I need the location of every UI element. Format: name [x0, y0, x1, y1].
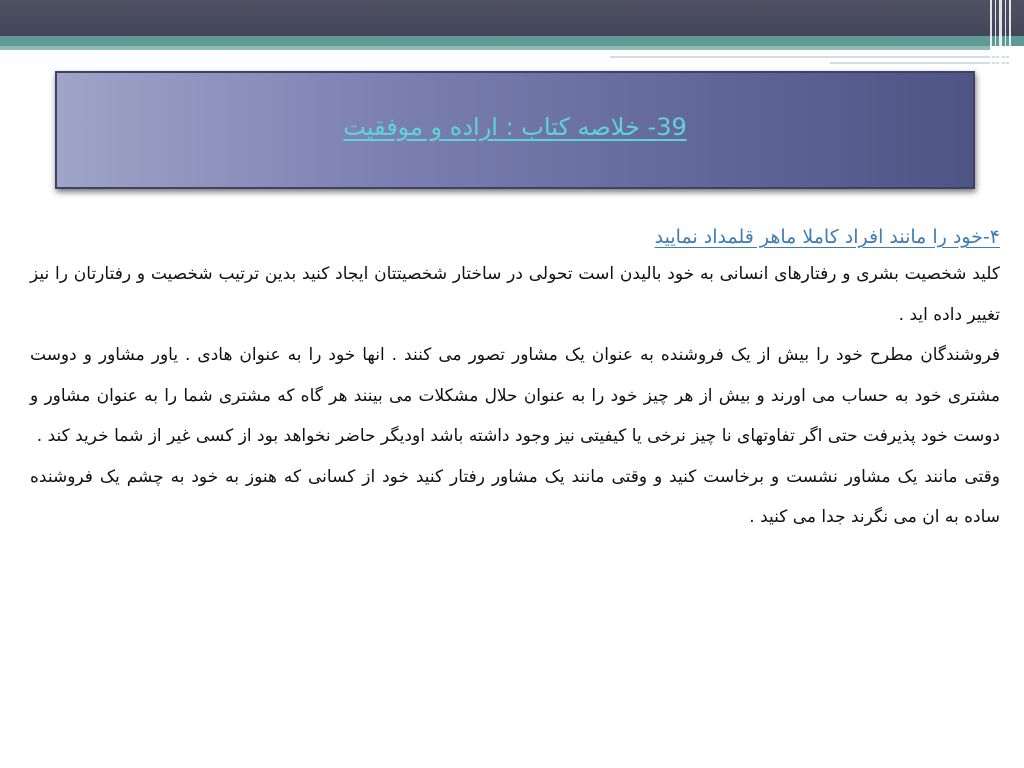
decorative-rule	[830, 62, 1010, 64]
teal-thin-band	[0, 46, 990, 50]
slide-body	[30, 222, 1000, 538]
section-heading-link[interactable]: ۴-خود را مانند افراد کاملا ماهر قلمداد نمایید	[654, 226, 1000, 248]
top-decorative-band	[0, 0, 1024, 36]
title-banner	[55, 71, 975, 189]
paragraph-1: کلید شخصیت بشری و رفتارهای انسانی به خود بالیدن است تحولی در ساختار شخصیتتان ایجاد کنید بدین ترتیب شخصیت و رفتارتان را نیز تغییر داده اید .	[30, 264, 1000, 325]
decorative-rule	[610, 56, 1010, 58]
decorative-vertical-lines	[988, 0, 1018, 70]
slide-title[interactable]: 39- خلاصه کتاب : اراده و موفقیت	[343, 113, 687, 141]
teal-decorative-band	[0, 36, 1024, 46]
paragraph-3: وقتی مانند یک مشاور نشست و برخاست کنید و وقتی مانند یک مشاور رفتار کنید خود از کسانی که هنوز به خود به چشم یک فروشنده ساده به ان می نگرند جدا می کنید .	[30, 466, 1000, 527]
paragraph-2: فروشندگان مطرح خود را بیش از یک فروشنده به عنوان یک مشاور تصور می کنند . انها خود را به عنوان هادی . یاور مشاور و دوست مشتری خود به حساب می اورند و بیش از هر چیز خود را به عنوان حلال مشکلات می بینند هر گاه که مشتری شما را به عنوان مشاور و دوست خود پذیرفت حتی اگر تفاوتهای نا چیز نرخی یا کیفیتی نیز وجود داشته باشد اودیگر حاضر نخواهد بود از کسی غیر از شما خرید کند .	[30, 345, 1000, 446]
